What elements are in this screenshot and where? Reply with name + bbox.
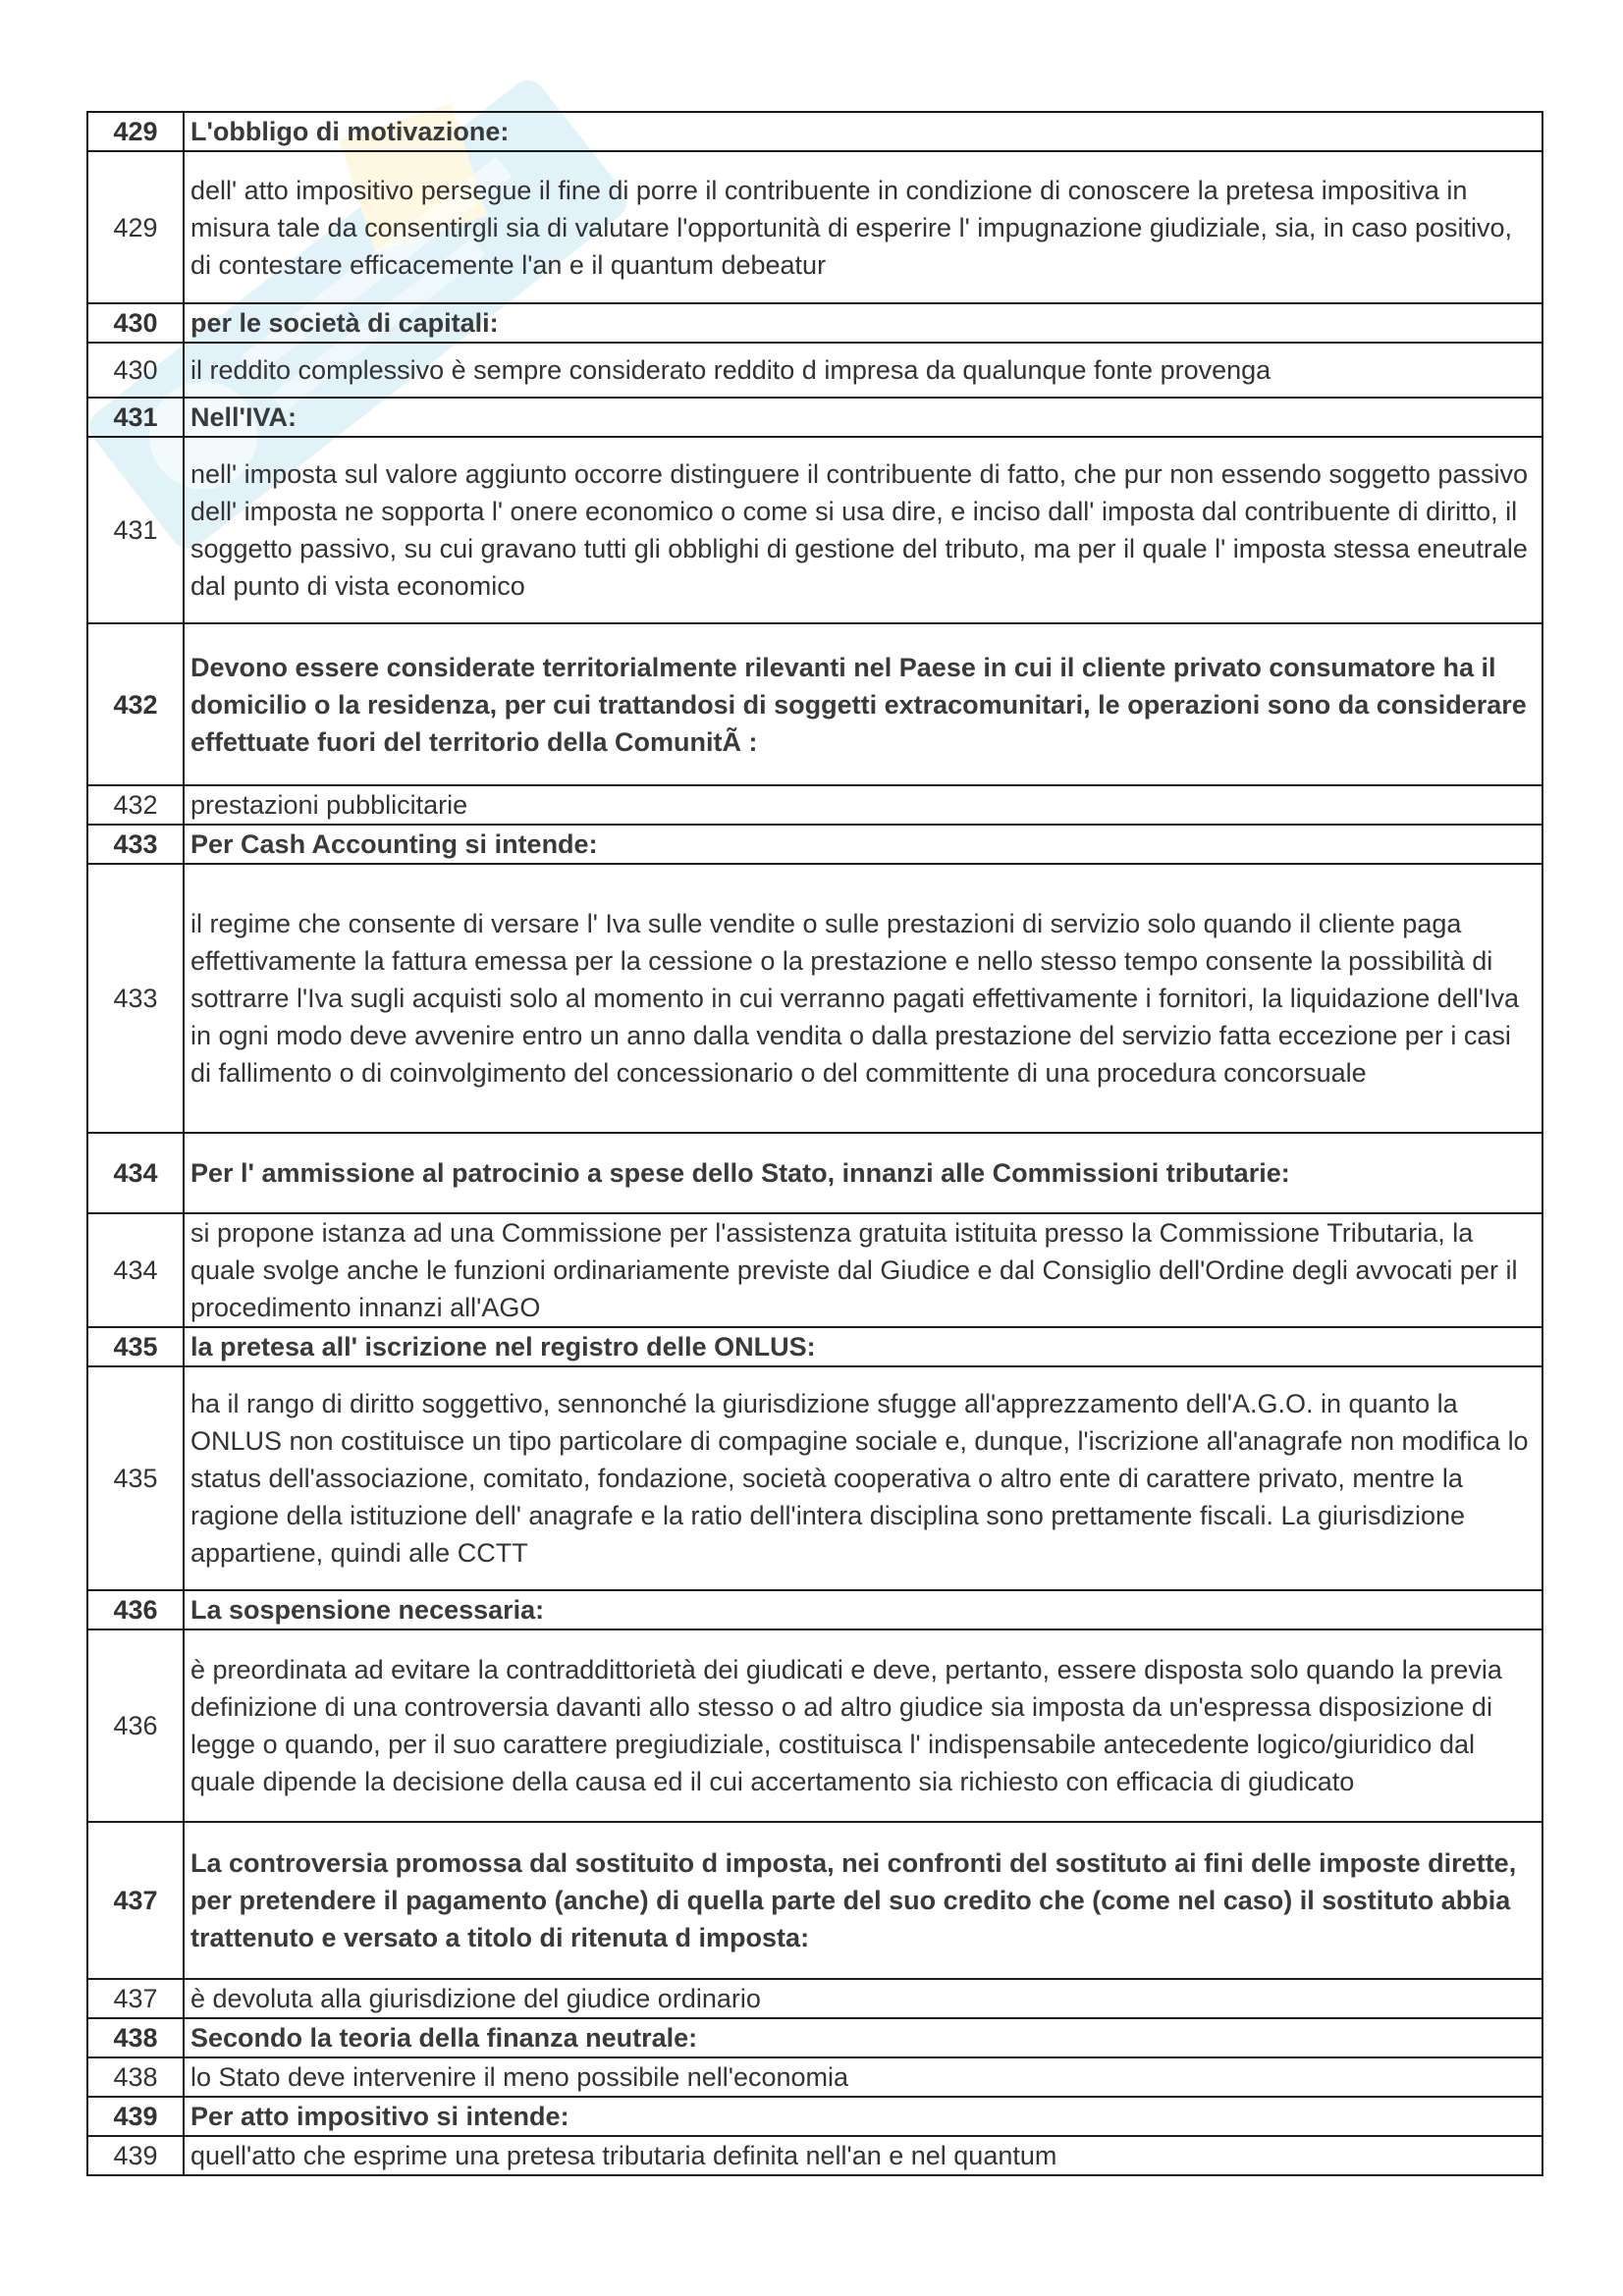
question-row <box>87 2097 1542 2136</box>
answer-row <box>87 1629 1542 1822</box>
answer-text: dell' atto impositivo persegue il fine di porre il contribuente in condizione di conoscere la pretesa impositiva in misura tale da consentirgli sia di valutare l'opportunità di esperire l' impugnazione giudiziale, sia, in caso positivo, di contestare efficacemente l'an e il quantum debeatur <box>184 151 1542 303</box>
answer-text: lo Stato deve intervenire il meno possibile nell'economia <box>184 2057 1542 2097</box>
question-text: La sospensione necessaria: <box>184 1590 1542 1629</box>
question-text: Secondo la teoria della finanza neutrale: <box>184 2018 1542 2057</box>
question-row <box>87 112 1542 151</box>
row-number: 436 <box>87 1629 184 1822</box>
row-number: 435 <box>87 1327 184 1366</box>
question-text: la pretesa all' iscrizione nel registro delle ONLUS: <box>184 1327 1542 1366</box>
question-text: L'obbligo di motivazione: <box>184 112 1542 151</box>
row-number: 437 <box>87 1979 184 2018</box>
question-row <box>87 303 1542 343</box>
question-text: Per l' ammissione al patrocinio a spese dello Stato, innanzi alle Commissioni tributarie: <box>184 1133 1542 1213</box>
row-number: 438 <box>87 2018 184 2057</box>
answer-row <box>87 437 1542 623</box>
row-number: 430 <box>87 343 184 398</box>
row-number: 429 <box>87 151 184 303</box>
row-number: 432 <box>87 623 184 785</box>
question-row <box>87 2018 1542 2057</box>
row-number: 430 <box>87 303 184 343</box>
row-number: 434 <box>87 1213 184 1327</box>
row-number: 433 <box>87 825 184 864</box>
answer-row <box>87 2136 1542 2175</box>
row-number: 431 <box>87 398 184 437</box>
row-number: 435 <box>87 1366 184 1590</box>
question-row <box>87 623 1542 785</box>
answer-row <box>87 2057 1542 2097</box>
answer-row <box>87 864 1542 1133</box>
row-number: 434 <box>87 1133 184 1213</box>
qa-table <box>86 111 1543 2176</box>
answer-row <box>87 1213 1542 1327</box>
answer-row <box>87 151 1542 303</box>
question-text: Per atto impositivo si intende: <box>184 2097 1542 2136</box>
row-number: 429 <box>87 112 184 151</box>
row-number: 438 <box>87 2057 184 2097</box>
answer-text: è preordinata ad evitare la contraddittorietà dei giudicati e deve, pertanto, essere disposta solo quando la previa definizione di una controversia davanti allo stesso o ad altro giudice sia imposta da un'espressa disposizione di legge o quando, per il suo carattere pregiudiziale, costituisca l' indispensabile antecedente logico/giuridico dal quale dipende la decisione della causa ed il cui accertamento sia richiesto con efficacia di giudicato <box>184 1629 1542 1822</box>
question-row <box>87 1327 1542 1366</box>
answer-row <box>87 1366 1542 1590</box>
answer-row <box>87 785 1542 825</box>
answer-text: il reddito complessivo è sempre considerato reddito d impresa da qualunque fonte provenga <box>184 343 1542 398</box>
question-text: Devono essere considerate territorialmente rilevanti nel Paese in cui il cliente privato consumatore ha il domicilio o la residenza, per cui trattandosi di soggetti extracomunitari, le operazioni sono da considerare effettuate fuori del territorio della ComunitÃ : <box>184 623 1542 785</box>
row-number: 431 <box>87 437 184 623</box>
row-number: 433 <box>87 864 184 1133</box>
answer-row <box>87 1979 1542 2018</box>
question-text: Nell'IVA: <box>184 398 1542 437</box>
question-row <box>87 825 1542 864</box>
answer-text: si propone istanza ad una Commissione per l'assistenza gratuita istituita presso la Commissione Tributaria, la quale svolge anche le funzioni ordinariamente previste dal Giudice e dal Consiglio dell'Ordine degli avvocati per il procedimento innanzi all'AGO <box>184 1213 1542 1327</box>
answer-text: ha il rango di diritto soggettivo, sennonché la giurisdizione sfugge all'apprezzamento dell'A.G.O. in quanto la ONLUS non costituisce un tipo particolare di compagine sociale e, dunque, l'iscrizione all'anagrafe non modifica lo status dell'associazione, comitato, fondazione, società cooperativa o altro ente di carattere privato, mentre la ragione della istituzione dell' anagrafe e la ratio dell'intera disciplina sono prettamente fiscali. La giurisdizione appartiene, quindi alle CCTT <box>184 1366 1542 1590</box>
row-number: 436 <box>87 1590 184 1629</box>
answer-text: nell' imposta sul valore aggiunto occorre distinguere il contribuente di fatto, che pur non essendo soggetto passivo dell' imposta ne sopporta l' onere economico o come si usa dire, e inciso dall' imposta dal contribuente di diritto, il soggetto passivo, su cui gravano tutti gli obblighi di gestione del tributo, ma per il quale l' imposta stessa eneutrale dal punto di vista economico <box>184 437 1542 623</box>
row-number: 437 <box>87 1822 184 1979</box>
row-number: 432 <box>87 785 184 825</box>
question-row <box>87 1822 1542 1979</box>
question-text: La controversia promossa dal sostituito d imposta, nei confronti del sostituto ai fini delle imposte dirette, per pretendere il pagamento (anche) di quella parte del suo credito che (come nel caso) il sostituto abbia trattenuto e versato a titolo di ritenuta d imposta: <box>184 1822 1542 1979</box>
answer-text: è devoluta alla giurisdizione del giudice ordinario <box>184 1979 1542 2018</box>
row-number: 439 <box>87 2097 184 2136</box>
question-row <box>87 1590 1542 1629</box>
question-text: Per Cash Accounting si intende: <box>184 825 1542 864</box>
question-row <box>87 1133 1542 1213</box>
answer-text: quell'atto che esprime una pretesa tributaria definita nell'an e nel quantum <box>184 2136 1542 2175</box>
answer-text: prestazioni pubblicitarie <box>184 785 1542 825</box>
question-row <box>87 398 1542 437</box>
answer-row <box>87 343 1542 398</box>
answer-text: il regime che consente di versare l' Iva sulle vendite o sulle prestazioni di servizio solo quando il cliente paga effettivamente la fattura emessa per la cessione o la prestazione e nello stesso tempo consente la possibilità di sottrarre l'Iva sugli acquisti solo al momento in cui verranno pagati effettivamente i fornitori, la liquidazione dell'Iva in ogni modo deve avvenire entro un anno dalla vendita o dalla prestazione del servizio fatta eccezione per i casi di fallimento o di coinvolgimento del concessionario o del committente di una procedura concorsuale <box>184 864 1542 1133</box>
question-text: per le società di capitali: <box>184 303 1542 343</box>
row-number: 439 <box>87 2136 184 2175</box>
